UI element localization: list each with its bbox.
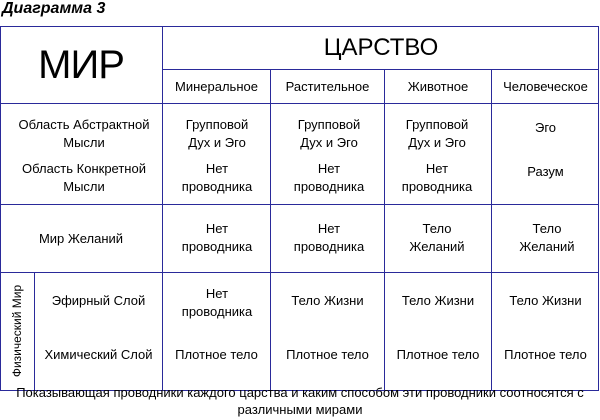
cell-desire-human: Тело Желаний: [519, 221, 575, 254]
kingdom-header: ЦАРСТВО: [323, 34, 439, 61]
diagram-caption: Показывающая проводники каждого царства и каким способом эти проводники соотносятся с различными мирами: [16, 385, 584, 417]
cell-etheric-animal: Тело Жизни: [401, 293, 475, 308]
row-label-chemical-layer: Химический Слой: [44, 347, 153, 362]
diagram-title: Диаграмма 3: [2, 0, 106, 17]
cell-concrete-animal: Нет проводника: [401, 161, 473, 194]
cell-chemical-mineral: Плотное тело: [175, 347, 258, 362]
physical-world-label: Физический Мир: [10, 284, 25, 378]
cell-chemical-animal: Плотное тело: [396, 347, 480, 362]
cell-desire-mineral: Нет проводника: [181, 221, 253, 254]
cell-abstract-animal: Групповой Дух и Эго: [405, 117, 469, 150]
row-label-desire-world: Мир Желаний: [38, 230, 124, 246]
cell-etheric-human: Тело Жизни: [509, 293, 582, 308]
cell-concrete-human: Разум: [527, 164, 564, 179]
cell-abstract-plant: Групповой Дух и Эго: [297, 117, 361, 150]
cell-chemical-human: Плотное тело: [504, 347, 587, 362]
row-label-concrete-thought: Область Конкретной Мысли: [22, 161, 146, 194]
cell-desire-plant: Нет проводника: [293, 221, 365, 254]
cell-etheric-mineral: Нет проводника: [181, 286, 253, 319]
cell-chemical-plant: Плотное тело: [286, 347, 369, 362]
world-header: МИР: [38, 43, 124, 87]
column-header-human: Человеческое: [503, 78, 588, 94]
column-header-animal: Животное: [407, 78, 469, 94]
cell-etheric-plant: Тело Жизни: [291, 293, 364, 308]
cell-abstract-human: Эго: [534, 120, 557, 135]
row-label-etheric-layer: Эфирный Слой: [51, 293, 146, 308]
cell-concrete-plant: Нет проводника: [293, 161, 365, 194]
cell-abstract-mineral: Групповой Дух и Эго: [185, 117, 249, 150]
column-header-mineral: Минеральное: [175, 78, 258, 94]
cell-concrete-mineral: Нет проводника: [181, 161, 253, 194]
row-label-abstract-thought: Область Абстрактной Мысли: [18, 117, 150, 150]
cell-desire-animal: Тело Желаний: [409, 221, 465, 254]
column-header-plant: Растительное: [285, 78, 370, 94]
